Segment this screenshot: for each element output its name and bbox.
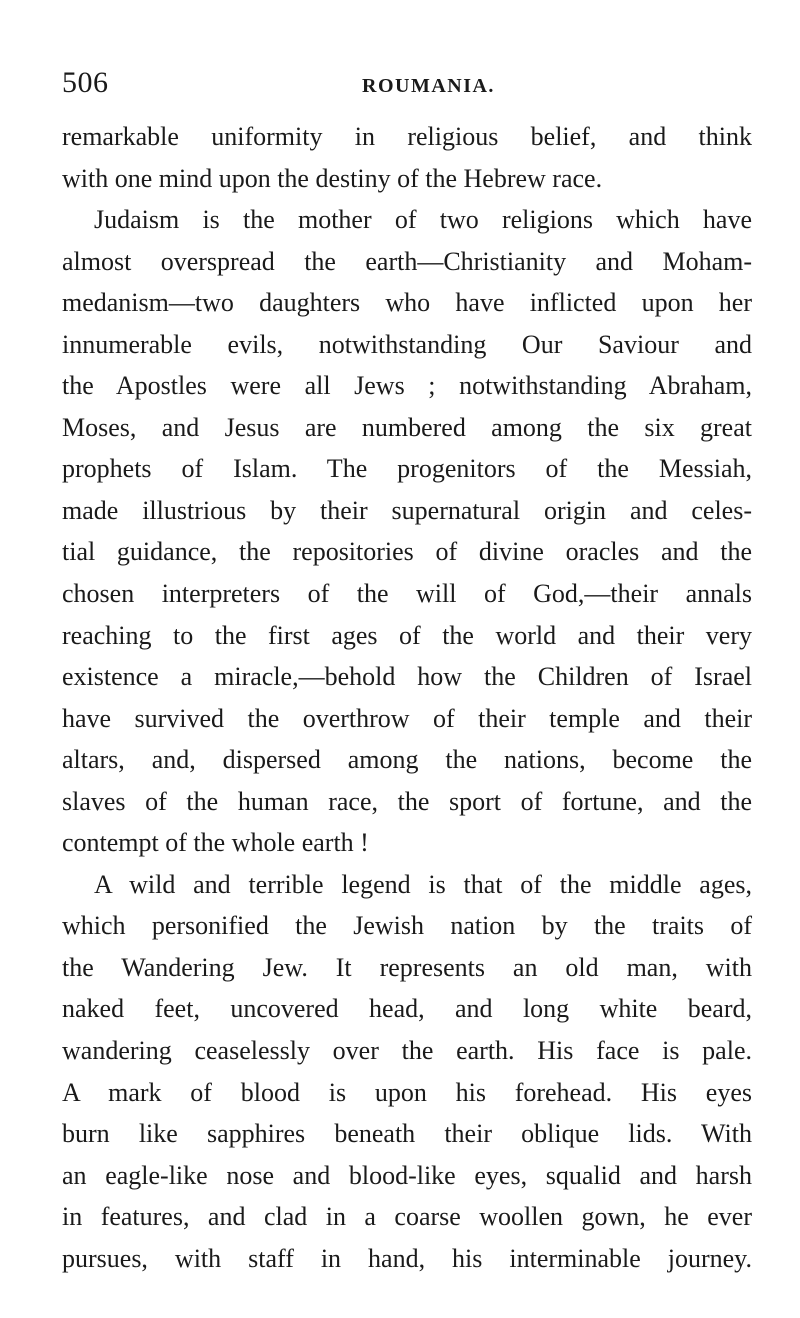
text-line: slaves of the human race, the sport of fortune, and the — [62, 786, 752, 816]
running-title: ROUMANIA. — [362, 75, 495, 97]
text-line: an eagle-like nose and blood-like eyes, squalid and harsh — [62, 1160, 752, 1190]
text-line: made illustrious by their supernatural origin and celes- — [62, 495, 752, 525]
body-text — [62, 116, 752, 1279]
text-line: the Apostles were all Jews ; notwithstanding Abraham, — [62, 371, 752, 401]
text-line: innumerable evils, notwithstanding Our Saviour and — [62, 329, 752, 359]
text-line: tial guidance, the repositories of divine oracles and the — [62, 537, 752, 567]
text-line: reaching to the first ages of the world and their very — [62, 620, 752, 650]
text-line: Judaism is the mother of two religions which have — [94, 205, 752, 235]
text-line: in features, and clad in a coarse woollen gown, he ever — [62, 1202, 752, 1232]
text-line: altars, and, dispersed among the nations, become the — [62, 745, 752, 775]
text-line: almost overspread the earth—Christianity and Moham- — [62, 246, 752, 276]
text-line: chosen interpreters of the will of God,—their annals — [62, 579, 752, 609]
text-line: remarkable uniformity in religious belief, and think — [62, 122, 752, 151]
text-line: Moses, and Jesus are numbered among the six great — [62, 412, 752, 442]
page-number: 506 — [62, 66, 109, 99]
text-line: have survived the overthrow of their temple and their — [62, 703, 752, 733]
page-header — [62, 66, 752, 106]
text-line: existence a miracle,—behold how the Children of Israel — [62, 662, 752, 692]
text-line: A wild and terrible legend is that of the middle ages, — [94, 869, 752, 899]
text-line: pursues, with staff in hand, his interminable journey. — [62, 1243, 752, 1273]
text-line: A mark of blood is upon his forehead. His eyes — [62, 1077, 752, 1107]
text-line: the Wandering Jew. It represents an old man, with — [62, 952, 752, 982]
text-line: contempt of the whole earth ! — [62, 828, 369, 858]
text-line: medanism—two daughters who have inflicted upon her — [62, 288, 752, 318]
text-line: naked feet, uncovered head, and long white beard, — [62, 994, 752, 1024]
text-line: which personified the Jewish nation by the traits of — [62, 911, 752, 941]
text-line: wandering ceaselessly over the earth. His face is pale. — [62, 1036, 752, 1066]
text-line: with one mind upon the destiny of the Hebrew race. — [62, 163, 603, 193]
text-line: burn like sapphires beneath their oblique lids. With — [62, 1119, 752, 1149]
text-line: prophets of Islam. The progenitors of the Messiah, — [62, 454, 752, 484]
